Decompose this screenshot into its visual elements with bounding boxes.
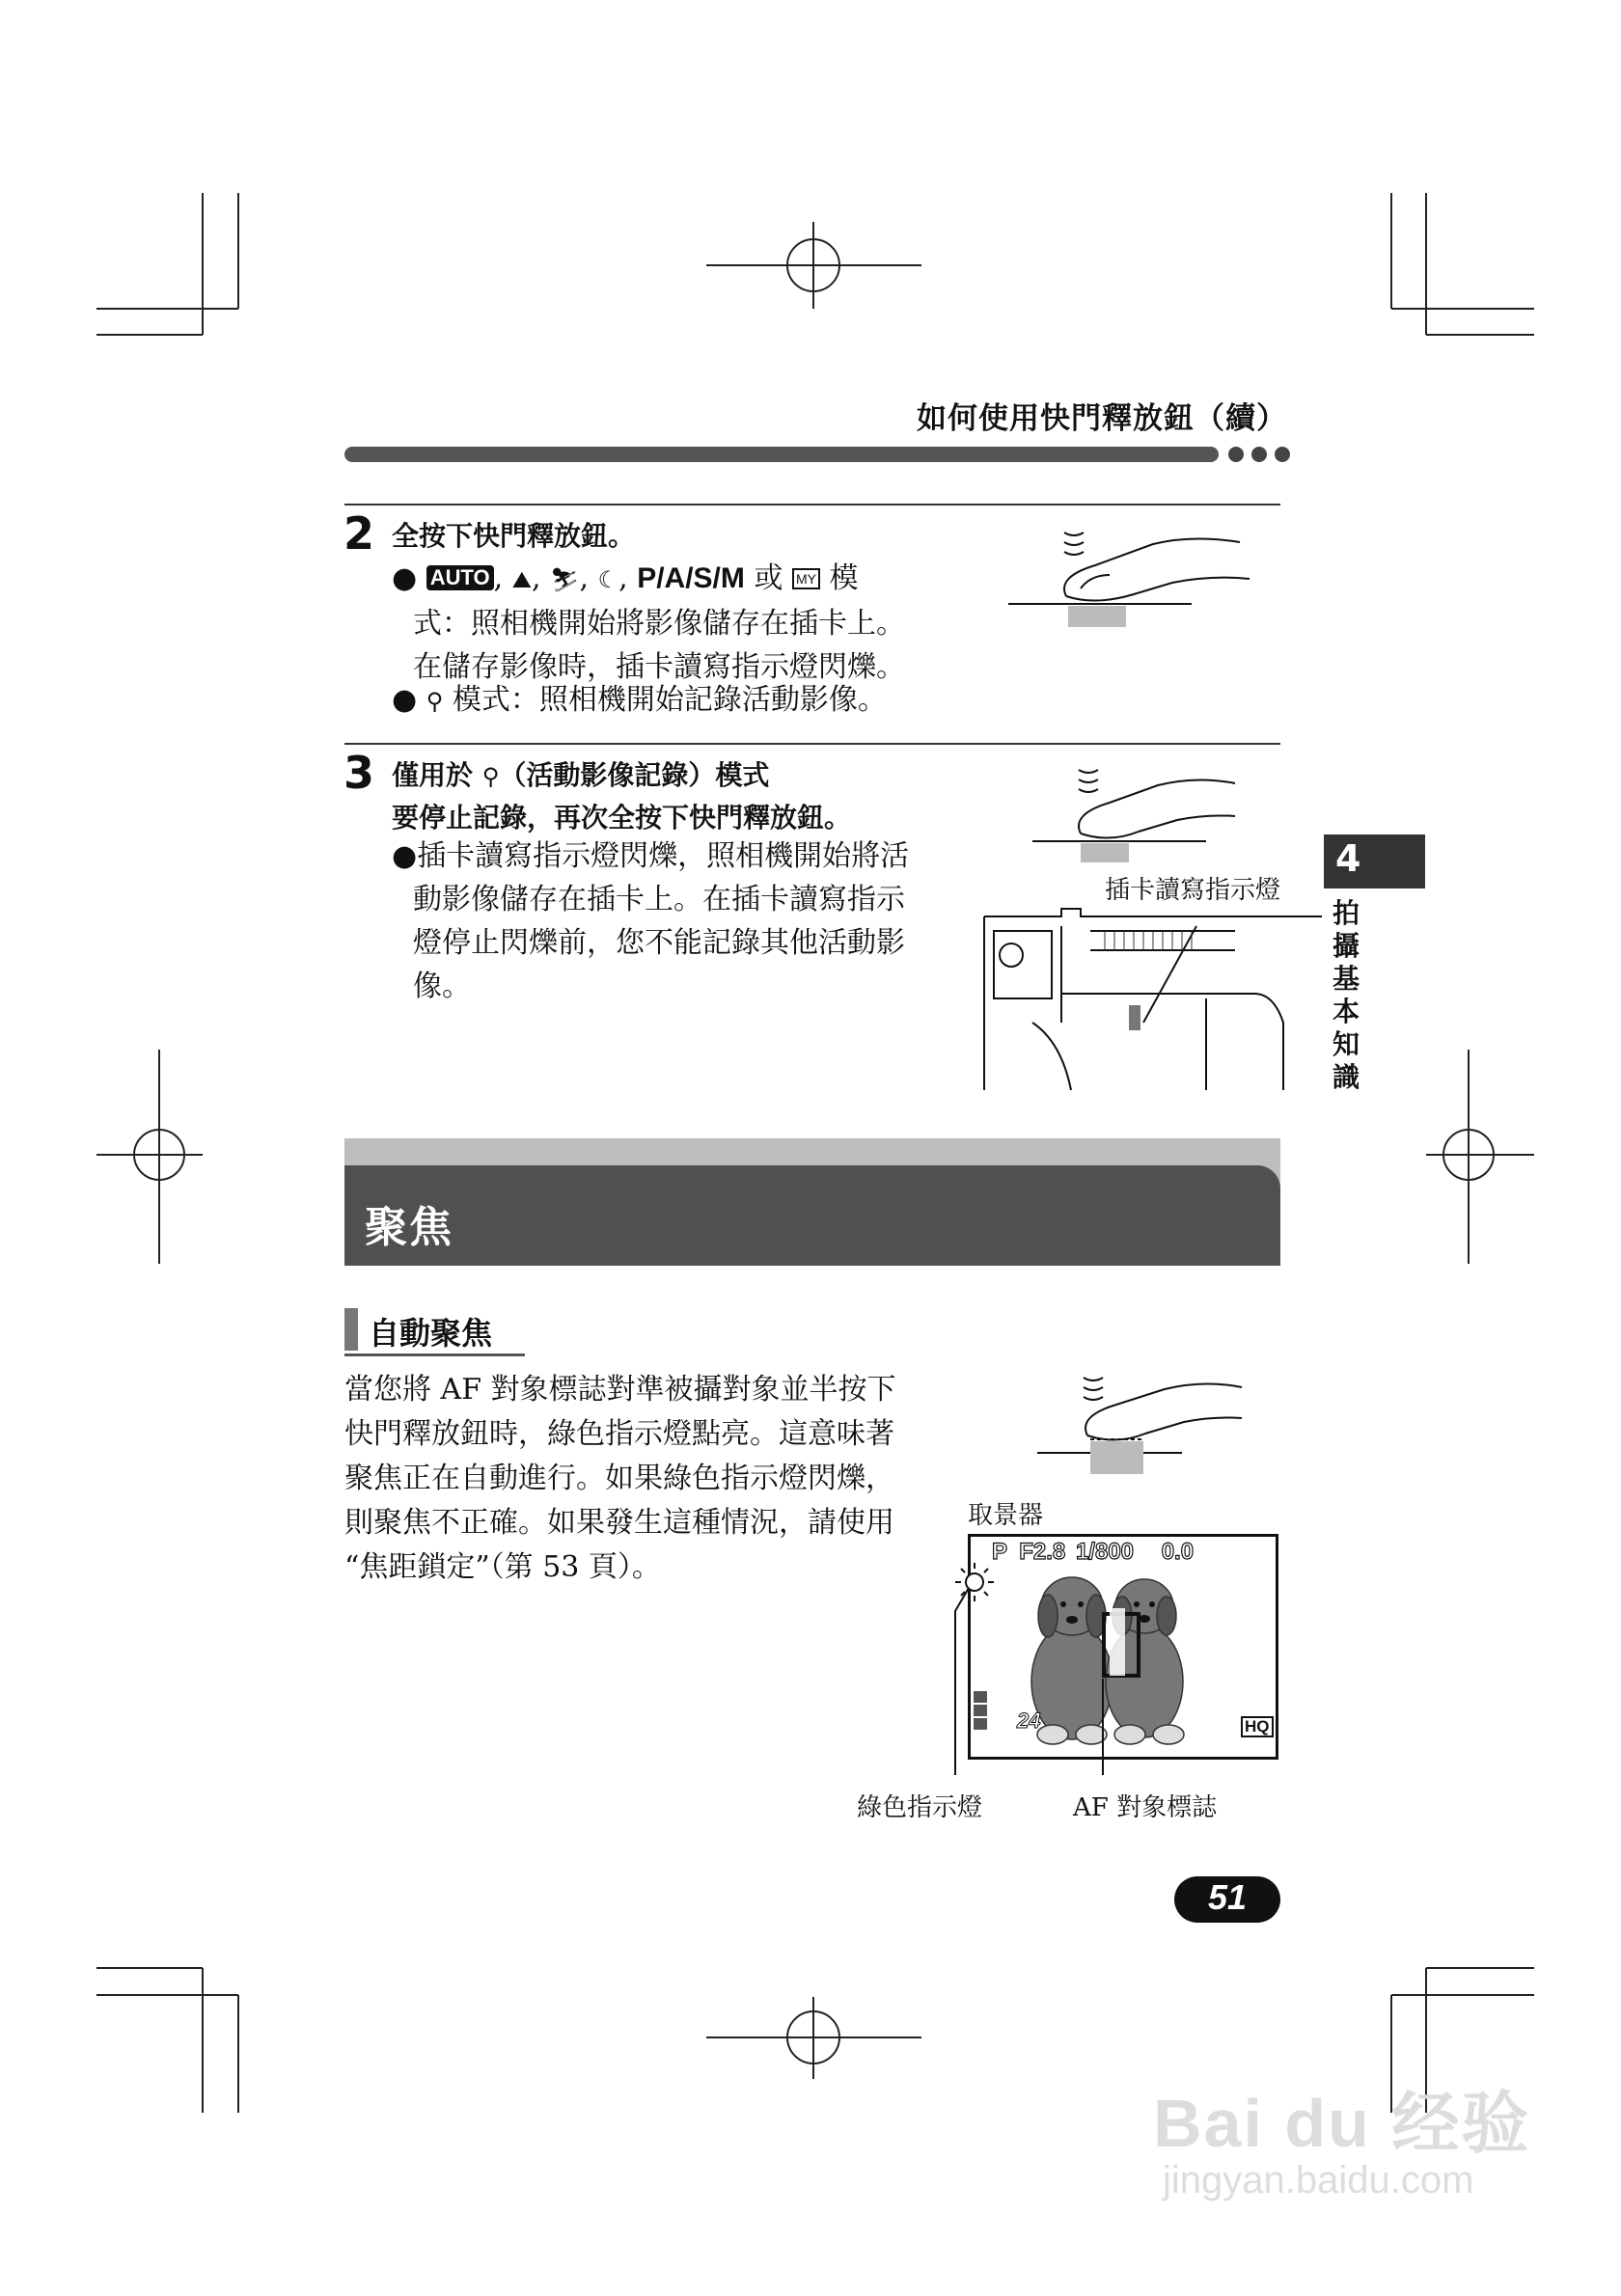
af-mark-label: AF 對象標誌: [1073, 1793, 1218, 1822]
bullet-dot: ●: [392, 839, 418, 873]
finger-full-press-illustration: [1008, 521, 1259, 656]
section-title: 聚焦: [365, 1203, 453, 1252]
viewfinder-label: 取景器: [968, 1501, 1044, 1530]
psam-modes: P/A/S/M: [637, 562, 745, 594]
page-number: 51: [1207, 1877, 1248, 1917]
frames-remaining: 24: [1017, 1708, 1041, 1733]
exposure-compensation: 0.0: [1161, 1539, 1195, 1565]
section-banner: [344, 1165, 1280, 1266]
autofocus-paragraph: 當您將 AF 對象標誌對準被攝對象並半按下 快門釋放鈕時，綠色指示燈點亮。這意味著 聚焦正在自動進行。如果綠色指示燈閃爍， 則聚焦不正確。如果發生這種情況，請使用 “焦距鎖定”（第 53 頁）。: [344, 1373, 896, 1584]
step2-divider: [344, 504, 1280, 506]
subsection-title: 自動聚焦: [369, 1315, 493, 1352]
step3-heading-line2: 要停止記錄，再次全按下快門釋放鈕。: [392, 802, 852, 834]
finger-press-camera-illustration: [975, 762, 1283, 1090]
step2-bullet2: ● ⚲ 模式：照相機開始記錄活動影像。: [392, 683, 887, 717]
portrait-mode-icon: ⛰: [511, 566, 532, 593]
chapter-label: 拍 攝 基 本 知 識: [1332, 897, 1360, 1093]
shutter-speed: 1/800: [1075, 1539, 1135, 1565]
chapter-number: 4: [1335, 837, 1361, 880]
viewfinder-leaders: [926, 1534, 1274, 1785]
watermark-url: jingyan.baidu.com: [1163, 2159, 1474, 2201]
aperture-value: F2.8: [1019, 1539, 1066, 1565]
shooting-mode: P: [992, 1539, 1007, 1565]
step3-number: 3: [343, 747, 375, 799]
page-header-title: 如何使用快門釋放鈕（續）: [917, 401, 1287, 436]
night-portrait-mode-icon: ☾: [597, 566, 619, 593]
finger-half-press-illustration: [1037, 1370, 1269, 1495]
green-lamp-label: 綠色指示燈: [857, 1793, 983, 1822]
step3-divider: [344, 743, 1280, 745]
header-rule: [0, 439, 1621, 478]
my-mode-icon: MY: [792, 568, 820, 589]
auto-mode-icon: AUTO: [426, 565, 494, 590]
subsection-underline: [344, 1353, 525, 1356]
step3-bullet: ●插卡讀寫指示燈閃爍，照相機開始將活 動影像儲存在插卡上。在插卡讀寫指示 燈停止閃爍前，您不能記錄其他活動影 像。: [392, 839, 910, 1003]
step3-heading-line1: 僅用於 ⚲（活動影像記錄）模式: [392, 759, 770, 791]
movie-mode-icon: ⚲: [426, 688, 444, 715]
step2-bullet1: ● AUTO , ⛰, ⛷, ☾, P/A/S/M 或 MY 模 式：照相機開始將影像儲存在插卡上。 在儲存影像時，插卡讀寫指示燈閃爍。: [392, 561, 905, 684]
watermark-brand: Bai du 经验: [1153, 2086, 1531, 2161]
step2-heading: 全按下快門釋放鈕。: [392, 520, 636, 552]
bullet-dot: ●: [392, 683, 418, 717]
movie-mode-icon: ⚲: [481, 763, 500, 790]
card-access-lamp-callout: 插卡讀寫指示燈: [1105, 876, 1281, 905]
bullet-dot: ●: [392, 561, 418, 595]
sports-mode-icon: ⛷: [550, 566, 580, 593]
subsection-marker: [344, 1308, 358, 1351]
quality-mode: HQ: [1241, 1716, 1274, 1737]
step2-number: 2: [343, 507, 375, 560]
